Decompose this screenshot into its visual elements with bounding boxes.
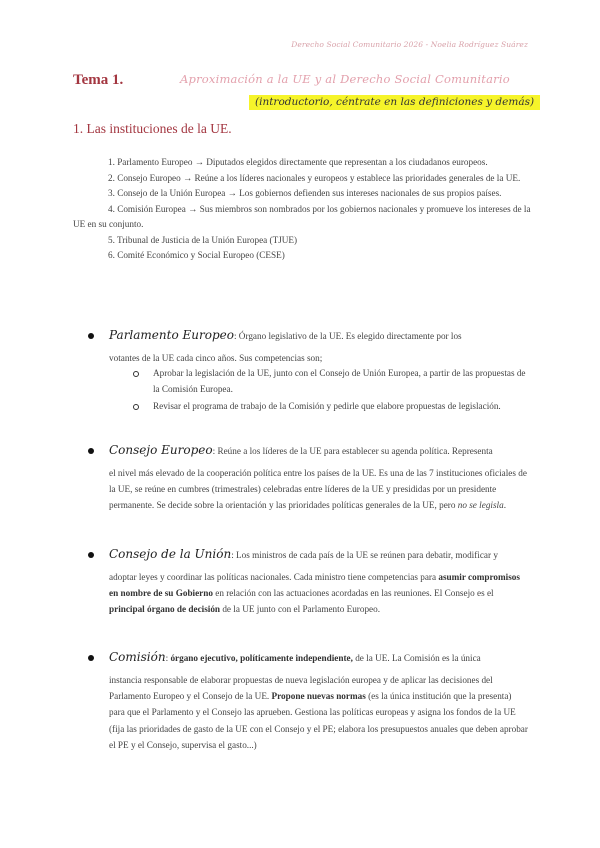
consejo-europeo-body [109,465,529,514]
italic-text: no se legisla [457,500,504,511]
parlamento-term: Parlamento Europeo [109,328,234,342]
consejo-union-block [73,547,533,642]
comision-term: Comisión [109,650,166,664]
consejo-union-lead-text: : Los ministros de cada país de la UE se reúnen para debatir, modificar y [231,550,498,560]
list-item [131,366,531,397]
consejo-union-term: Consejo de la Unión [109,547,232,561]
body-text: . [503,500,506,511]
body-text: en relación con las actuaciones acordadas en las reuniones. El Consejo es el [212,588,494,599]
body-text: adoptar leyes y coordinar las políticas nacionales. Cada ministro tiene competencias para [109,572,439,582]
bullet-icon [88,448,94,454]
running-header: Derecho Social Comunitario 2026 - Noelia Rodríguez Suárez [291,40,528,49]
parlamento-body: votantes de la UE cada cinco años. Sus competencias son; [109,353,323,363]
circle-bullet-icon [133,371,139,377]
list-item [131,399,531,415]
comision-body [109,672,529,753]
body-text: el nivel más elevado de la cooperación política entre los países de la UE. Es una de las 7 instituciones oficiales de la UE, se reúne en cumbres (trimestrales) celebradas entre líderes de la UE y presididas por un presidente permanente. Se decide sobre la orientación y las prioridades políticas generales de la UE, pero [109,468,527,511]
list-item: 6. Comité Económico y Social Europeo (CESE) [108,250,285,260]
list-item: 4. Comisión Europea → Sus miembros son nombrados por los gobiernos nacionales y promueve los intereses de la UE en su conjunto. [73,203,531,229]
consejo-union-body [109,569,529,618]
bullet-icon [88,333,94,339]
body-text: instancia responsable de elaborar propuestas de nueva legislación europea y de aplicar las decisiones del Parlamento Europeo y el Consejo de la UE. [109,675,493,702]
body-text: de la UE junto con el Parlamento Europeo. [220,604,381,615]
subitem-text: Revisar el programa de trabajo de la Comisión y pedirle que elabore propuestas de legislación. [153,401,501,411]
bold-text: Propone nuevas normas [271,691,366,702]
comision-lead-text: de la UE. La Comisión es la única [352,653,481,663]
list-item: 3. Consejo de la Unión Europea → Los gobiernos defienden sus intereses nacionales de sus propios países. [108,188,502,198]
circle-bullet-icon [133,404,139,410]
list-item: 5. Tribunal de Justicia de la Unión Europea (TJUE) [108,234,298,245]
lead-separator: : [165,653,171,663]
bold-text: asumir compromisos en nombre de su Gobierno [109,572,520,599]
consejo-union-lead [109,547,498,561]
consejo-europeo-lead [109,443,493,457]
comision-lead [109,650,481,664]
bold-text: órgano ejecutivo, políticamente independiente, [170,653,353,663]
consejo-europeo-term: Consejo Europeo [109,443,213,457]
consejo-europeo-lead-text: : Reúne a los líderes de la UE para establecer su agenda política. Representa [212,446,493,456]
comision-block [73,650,533,780]
bold-text: principal órgano de decisión [109,604,221,615]
consejo-europeo-block [73,443,533,543]
tema-heading: Tema 1. [73,72,124,88]
parlamento-block [73,328,533,438]
tema-subtitle: Aproximación a la UE y al Derecho Social Comunitario [180,72,510,86]
parlamento-lead-text: : Órgano legislativo de la UE. Es elegido directamente por los [233,331,462,341]
institutions-numbered-list [73,155,533,264]
subitem-text: Aprobar la legislación de la UE, junto con el Consejo de Unión Europea, a partir de las propuestas de la Comisión Europea. [153,368,526,394]
list-item: 2. Consejo Europeo → Reúne a los líderes nacionales y europeos y establece las prioridades generales de la UE. [108,172,521,183]
list-item: 1. Parlamento Europeo → Diputados elegidos directamente que representan a los ciudadanos europeos. [108,157,488,167]
highlighted-note: (introductorio, céntrate en las definiciones y demás) [249,95,540,110]
body-text: (es la única institución que la presenta) para que el Parlamento y el Consejo las aprueben. Gestiona las políticas europeas y asigna los fondos de la UE (fija las prioridades de gasto de la UE con el Consejo y el PE; elabora los presupuestos anuales que deben aprobar el PE y el Consejo, supervisa el gasto...) [109,691,528,750]
bullet-icon [88,552,94,558]
section-title: 1. Las instituciones de la UE. [73,121,232,136]
bullet-icon [88,655,94,661]
parlamento-competencias [131,366,531,417]
parlamento-lead [109,328,462,342]
